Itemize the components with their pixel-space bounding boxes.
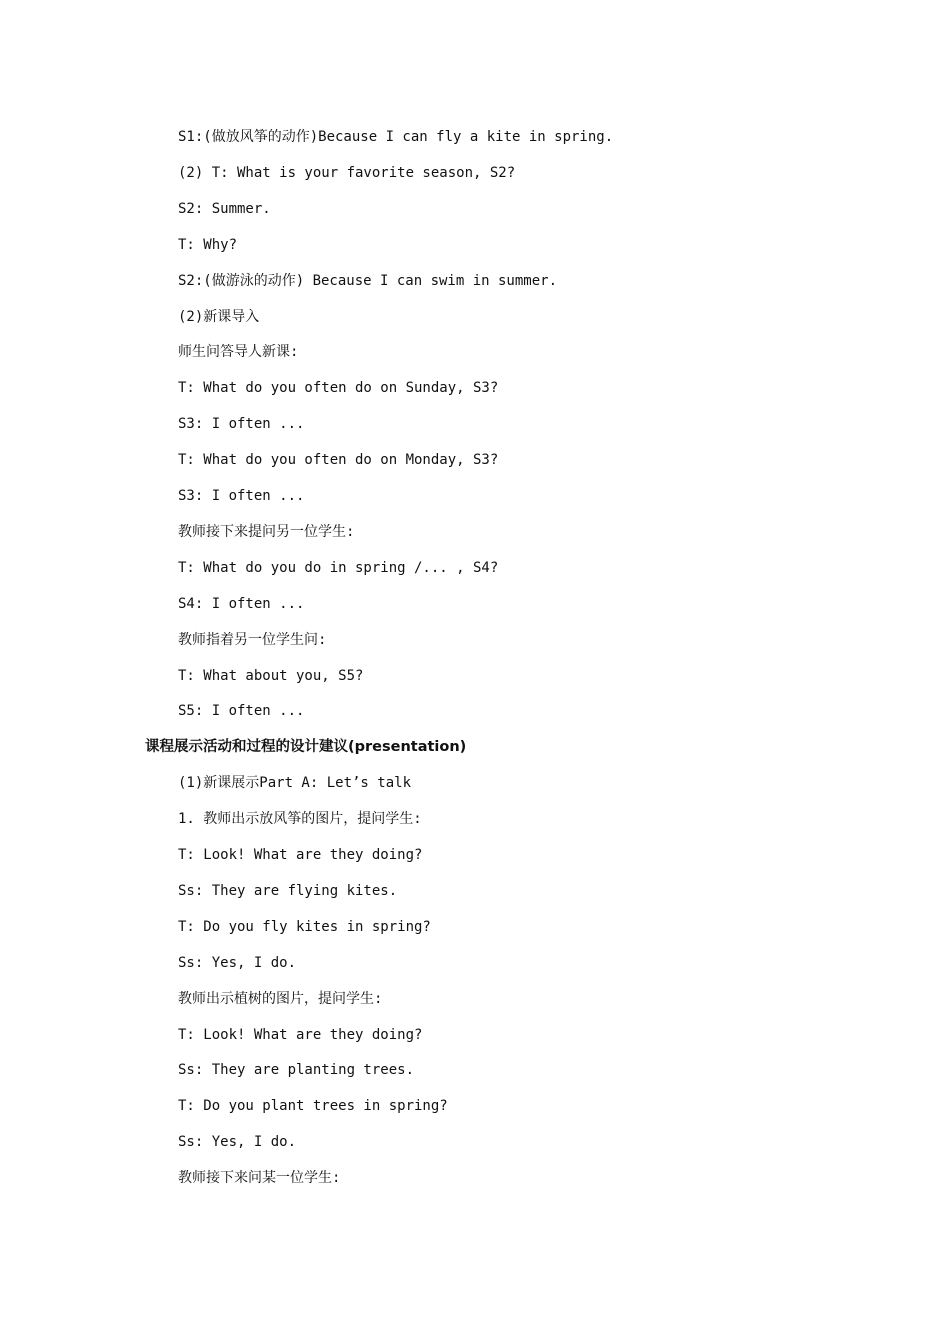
text-line: 教师指着另一位学生问: bbox=[178, 632, 327, 648]
text-line: (2)新课导入 bbox=[178, 309, 260, 325]
text-line: T: What do you often do on Sunday, S3? bbox=[178, 380, 499, 396]
text-line: S3: I often ... bbox=[178, 416, 305, 432]
text-line: T: Do you plant trees in spring? bbox=[178, 1098, 448, 1114]
text-line: S2:(做游泳的动作) Because I can swim in summer. bbox=[178, 273, 558, 289]
text-line: T: Look! What are they doing? bbox=[178, 847, 423, 863]
text-line: S1:(做放风筝的动作)Because I can fly a kite in spring. bbox=[178, 129, 614, 145]
text-line: T: Do you fly kites in spring? bbox=[178, 919, 431, 935]
text-line: S5: I often ... bbox=[178, 703, 305, 719]
text-line: S4: I often ... bbox=[178, 596, 305, 612]
text-line: Ss: They are planting trees. bbox=[178, 1062, 415, 1078]
text-line: S2: Summer. bbox=[178, 201, 271, 217]
text-line: T: What do you often do on Monday, S3? bbox=[178, 452, 499, 468]
text-line: 教师出示植树的图片，提问学生: bbox=[178, 991, 383, 1007]
section-heading: 课程展示活动和过程的设计建议(presentation) bbox=[145, 739, 467, 755]
text-line: 教师接下来问某一位学生: bbox=[178, 1170, 341, 1186]
text-line: (1)新课展示Part A: Let’s talk bbox=[178, 775, 412, 791]
text-line: Ss: Yes, I do. bbox=[178, 1134, 297, 1150]
text-line: T: What about you, S5? bbox=[178, 668, 364, 684]
text-line: T: Why? bbox=[178, 237, 238, 253]
text-line: S3: I often ... bbox=[178, 488, 305, 504]
text-line: Ss: Yes, I do. bbox=[178, 955, 297, 971]
text-line: (2) T: What is your favorite season, S2? bbox=[178, 165, 516, 181]
text-line: 师生问答导人新课: bbox=[178, 344, 299, 360]
text-line: 教师接下来提问另一位学生: bbox=[178, 524, 355, 540]
text-line: T: Look! What are they doing? bbox=[178, 1027, 423, 1043]
text-line: Ss: They are flying kites. bbox=[178, 883, 398, 899]
text-line: 1. 教师出示放风筝的图片，提问学生: bbox=[178, 811, 422, 827]
text-line: T: What do you do in spring /... , S4? bbox=[178, 560, 499, 576]
